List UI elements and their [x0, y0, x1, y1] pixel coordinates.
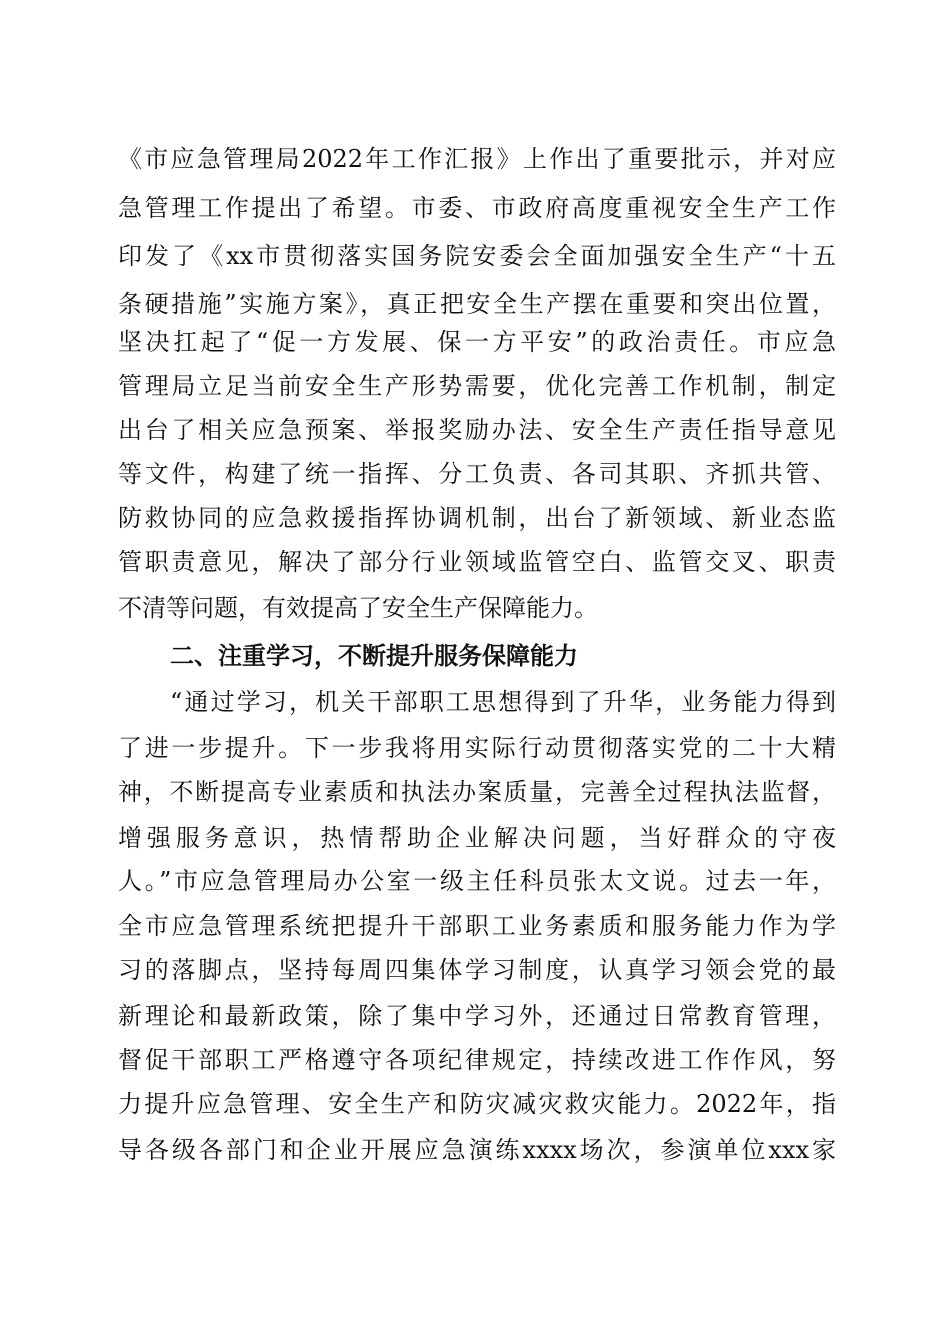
paragraph-line: 不清等问题，有效提高了安全生产保障能力。 — [118, 594, 598, 622]
paragraph-line: 新理论和最新政策，除了集中学习外，还通过日常教育管理， — [118, 1002, 836, 1030]
paragraph-line: 等文件，构建了统一指挥、分工负责、各司其职、齐抓共管、 — [118, 460, 836, 488]
paragraph-line: 印发了《xx市贯彻落实国务院安委会全面加强安全生产“十五 — [118, 242, 836, 270]
paragraph-line: 人。”市应急管理局办公室一级主任科员张太文说。过去一年， — [118, 867, 836, 895]
paragraph-line: “通过学习，机关干部职工思想得到了升华，业务能力得到 — [170, 688, 836, 716]
paragraph-line: 增强服务意识，热情帮助企业解决问题，当好群众的守夜 — [118, 824, 836, 852]
paragraph-line: 督促干部职工严格遵守各项纪律规定，持续改进工作作风，努 — [118, 1046, 836, 1074]
paragraph-line: 管理局立足当前安全生产形势需要，优化完善工作机制，制定 — [118, 372, 836, 400]
paragraph-line: 《市应急管理局2022年工作汇报》上作出了重要批示，并对应 — [118, 145, 836, 173]
paragraph-line: 管职责意见，解决了部分行业领域监管空白、监管交叉、职责 — [118, 548, 836, 576]
paragraph-line: 力提升应急管理、安全生产和防灾减灾救灾能力。2022年，指 — [118, 1090, 836, 1118]
paragraph-line: 了进一步提升。下一步我将用实际行动贯彻落实党的二十大精 — [118, 734, 836, 762]
paragraph-line: 神，不断提高专业素质和执法办案质量，完善全过程执法监督， — [118, 778, 836, 806]
paragraph-line: 急管理工作提出了希望。市委、市政府高度重视安全生产工作 — [118, 194, 836, 222]
paragraph-line: 习的落脚点，坚持每周四集体学习制度，认真学习领会党的最 — [118, 956, 836, 984]
section-heading: 二、注重学习，不断提升服务保障能力 — [170, 642, 578, 670]
paragraph-line: 条硬措施”实施方案》，真正把安全生产摆在重要和突出位置， — [118, 290, 836, 318]
paragraph-line: 导各级各部门和企业开展应急演练xxxx场次，参演单位xxx家 — [118, 1136, 836, 1164]
paragraph-line: 坚决扛起了“促一方发展、保一方平安”的政治责任。市应急 — [118, 328, 836, 356]
paragraph-line: 防救协同的应急救援指挥协调机制，出台了新领域、新业态监 — [118, 504, 836, 532]
paragraph-line: 出台了相关应急预案、举报奖励办法、安全生产责任指导意见 — [118, 416, 836, 444]
paragraph-line: 全市应急管理系统把提升干部职工业务素质和服务能力作为学 — [118, 912, 836, 940]
